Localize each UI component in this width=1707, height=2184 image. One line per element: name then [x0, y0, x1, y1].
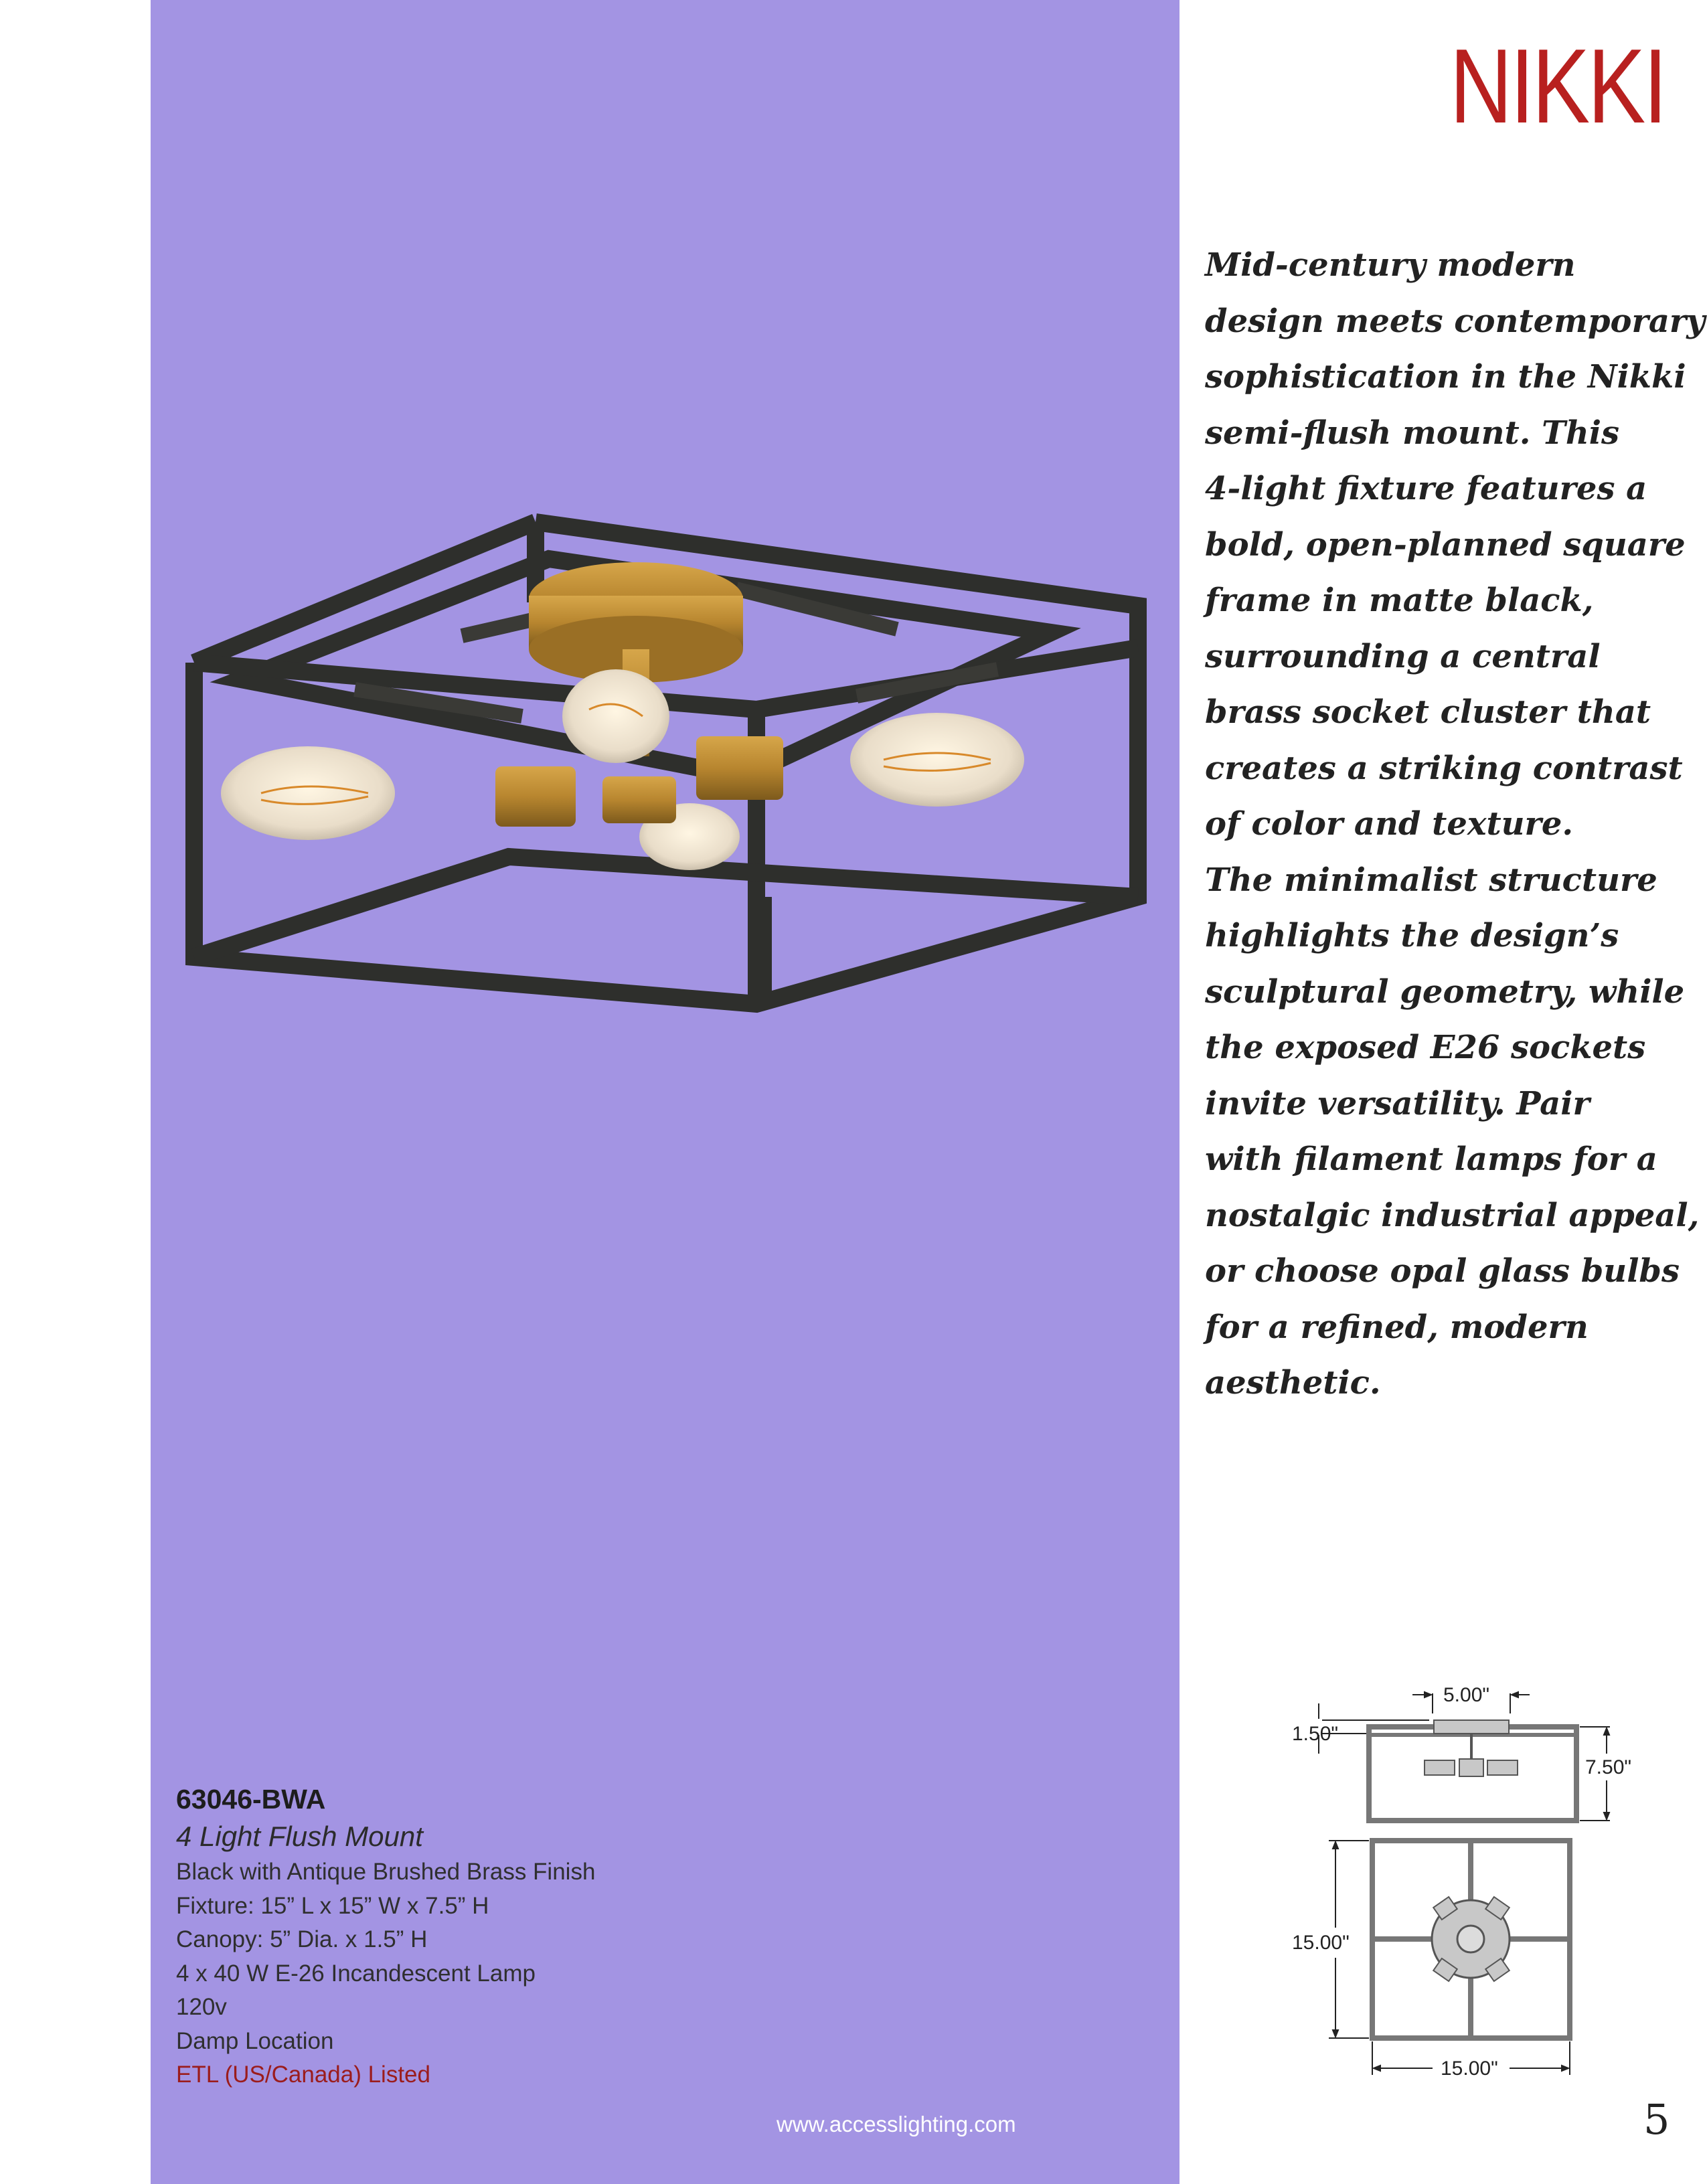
description-line: highlights the design’s [1205, 917, 1619, 954]
description-line: brass socket cluster that [1205, 693, 1651, 731]
spec-fixture-size: Fixture: 15” L x 15” W x 7.5” H [176, 1892, 489, 1919]
description-line: the exposed E26 sockets [1205, 1029, 1646, 1066]
description-line: or choose opal glass bulbs [1205, 1252, 1680, 1290]
product-photo [174, 495, 1165, 1051]
description-line: of color and texture. [1205, 805, 1574, 843]
description-line: aesthetic. [1205, 1364, 1381, 1402]
certification: ETL (US/Canada) Listed [176, 2062, 430, 2088]
description-line: design meets contemporary [1205, 302, 1706, 340]
description-line: bold, open-planned square [1205, 525, 1686, 564]
description-line: 4-light fixture features a [1205, 470, 1647, 507]
canopy-height-label: 1.50" [1292, 1723, 1339, 1745]
spec-finish: Black with Antique Brushed Brass Finish [176, 1859, 596, 1885]
fixture-height-label: 7.50" [1585, 1756, 1632, 1778]
description-line: frame in matte black, [1205, 582, 1594, 619]
canopy-width-label: 5.00" [1443, 1684, 1490, 1706]
description-line: invite versatility. Pair [1205, 1084, 1590, 1122]
website-link[interactable]: www.accesslighting.com [777, 2112, 1016, 2136]
spec-lamp: 4 x 40 W E-26 Incandescent Lamp [176, 1960, 536, 1987]
fixture-width-label: 15.00" [1441, 2057, 1498, 2080]
spec-location: Damp Location [176, 2027, 334, 2054]
description-line: with filament lamps for a [1205, 1141, 1657, 1178]
brand-title: NIKKI [1450, 27, 1665, 145]
product-description [1205, 238, 1706, 1412]
spec-voltage: 120v [176, 1994, 227, 2020]
fixture-depth-label: 15.00" [1292, 1932, 1350, 1954]
description-line: sophistication in the Nikki [1205, 358, 1686, 396]
description-line: semi-flush mount. This [1205, 414, 1620, 452]
product-info [176, 1780, 845, 2092]
description-line: The minimalist structure [1205, 861, 1657, 899]
description-line: sculptural geometry, while [1205, 973, 1685, 1011]
description-line: creates a striking contrast [1205, 749, 1683, 787]
dimension-diagram [1272, 1673, 1647, 2102]
description-line: surrounding a central [1205, 637, 1601, 675]
product-type: 4 Light Flush Mount [176, 1821, 423, 1852]
description-line: for a refined, modern [1205, 1308, 1589, 1346]
spec-canopy-size: Canopy: 5” Dia. x 1.5” H [176, 1926, 428, 1952]
page-number: 5 [1643, 2095, 1670, 2144]
description-line: nostalgic industrial appeal, [1205, 1196, 1700, 1234]
description-line: Mid-century modern [1205, 246, 1576, 284]
model-number: 63046-BWA [176, 1784, 326, 1815]
